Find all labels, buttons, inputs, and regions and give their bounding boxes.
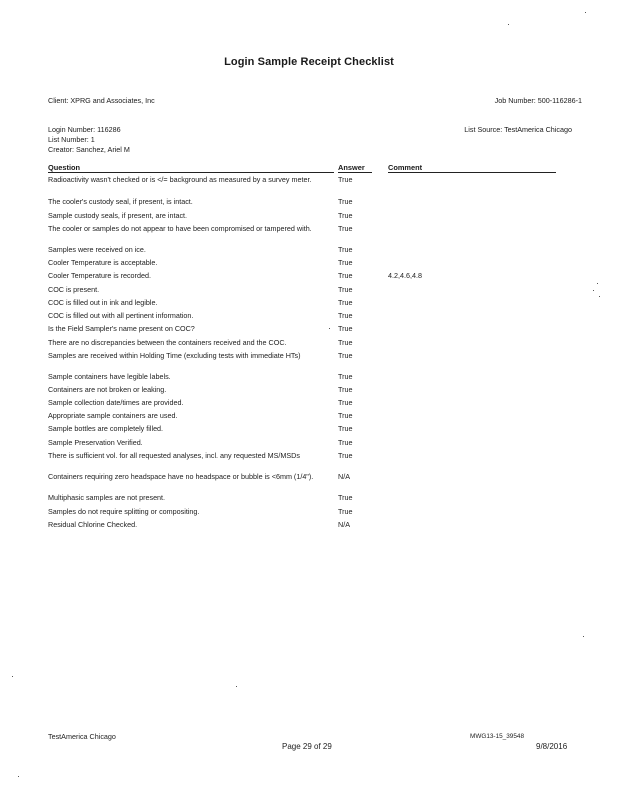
column-header-answer: Answer: [338, 163, 365, 172]
checklist-answer: N/A: [338, 472, 350, 481]
checklist-question: Sample custody seals, if present, are intact.: [48, 211, 188, 220]
checklist-answer: True: [338, 438, 353, 447]
list-source: List Source: TestAmerica Chicago: [464, 125, 572, 134]
checklist-question: Sample containers have legible labels.: [48, 372, 171, 381]
checklist-answer: True: [338, 298, 353, 307]
checklist-question: There are no discrepancies between the containers received and the COC.: [48, 338, 287, 347]
checklist-answer: True: [338, 197, 353, 206]
checklist-question: COC is present.: [48, 285, 100, 294]
checklist-answer: True: [338, 311, 353, 320]
checklist-question: Appropriate sample containers are used.: [48, 411, 178, 420]
answer-header-rule: [338, 172, 372, 173]
checklist-question: COC is filled out with all pertinent information.: [48, 311, 194, 320]
checklist-question: The cooler's custody seal, if present, is intact.: [48, 197, 193, 206]
checklist-answer: True: [338, 411, 353, 420]
login-number: Login Number: 116286: [48, 125, 121, 134]
checklist-question: Cooler Temperature is acceptable.: [48, 258, 158, 267]
checklist-question: There is sufficient vol. for all requested analyses, incl. any requested MS/MSDs: [48, 451, 300, 460]
checklist-question: Samples were received on ice.: [48, 245, 146, 254]
scan-speck: [585, 12, 586, 13]
checklist-answer: True: [338, 258, 353, 267]
checklist-answer: True: [338, 372, 353, 381]
checklist-question: The cooler or samples do not appear to have been compromised or tampered with.: [48, 224, 312, 233]
checklist-question: Is the Field Sampler's name present on COC?: [48, 324, 195, 333]
checklist-answer: True: [338, 271, 353, 280]
scan-speck: [508, 24, 509, 25]
checklist-answer: True: [338, 398, 353, 407]
checklist-answer: True: [338, 493, 353, 502]
checklist-answer: True: [338, 351, 353, 360]
scan-speck: [583, 636, 584, 637]
checklist-question: Containers requiring zero headspace have no headspace or bubble is <6mm (1/4").: [48, 472, 314, 481]
client-label: Client: XPRG and Associates, Inc: [48, 96, 155, 105]
checklist-answer: True: [338, 338, 353, 347]
footer-date: 9/8/2016: [536, 742, 568, 751]
checklist-question: Sample collection date/times are provided.: [48, 398, 184, 407]
checklist-answer: True: [338, 285, 353, 294]
scan-speck: [593, 290, 594, 291]
scan-speck: [12, 676, 13, 677]
footer-page-number: Page 29 of 29: [282, 742, 332, 751]
checklist-answer: True: [338, 451, 353, 460]
checklist-question: Sample Preservation Verified.: [48, 438, 143, 447]
checklist-answer: True: [338, 424, 353, 433]
footer-doc-code: MWG13-15_39548: [470, 733, 524, 740]
scan-speck: [599, 296, 600, 297]
list-number: List Number: 1: [48, 135, 95, 144]
checklist-question: Residual Chlorine Checked.: [48, 520, 138, 529]
checklist-answer: True: [338, 324, 353, 333]
checklist-answer: True: [338, 245, 353, 254]
checklist-question: Samples do not require splitting or compositing.: [48, 507, 200, 516]
checklist-answer: N/A: [338, 520, 350, 529]
column-header-question: Question: [48, 163, 81, 172]
job-number: Job Number: 500-116286-1: [494, 96, 582, 105]
checklist-answer: True: [338, 507, 353, 516]
checklist-question: Radioactivity wasn't checked or is </= background as measured by a survey meter.: [48, 175, 312, 184]
checklist-answer: True: [338, 175, 353, 184]
creator: Creator: Sanchez, Ariel M: [48, 145, 130, 154]
question-header-rule: [48, 172, 334, 173]
column-header-comment: Comment: [388, 163, 423, 172]
checklist-question: COC is filled out in ink and legible.: [48, 298, 158, 307]
scan-speck: [597, 283, 598, 284]
checklist-question: Multiphasic samples are not present.: [48, 493, 166, 502]
checklist-question: Samples are received within Holding Time (excluding tests with immediate HTs): [48, 351, 301, 360]
scan-speck: [18, 776, 19, 777]
comment-header-rule: [388, 172, 556, 173]
checklist-question: Sample bottles are completely filled.: [48, 424, 164, 433]
scan-speck: [236, 686, 237, 687]
checklist-answer: True: [338, 211, 353, 220]
checklist-answer: True: [338, 224, 353, 233]
checklist-comment: 4.2,4.6,4.8: [388, 271, 422, 280]
checklist-question: Containers are not broken or leaking.: [48, 385, 167, 394]
checklist-answer: True: [338, 385, 353, 394]
scan-speck: [329, 328, 330, 329]
footer-lab: TestAmerica Chicago: [48, 732, 116, 741]
checklist-question: Cooler Temperature is recorded.: [48, 271, 151, 280]
page-title: Login Sample Receipt Checklist: [224, 56, 394, 68]
